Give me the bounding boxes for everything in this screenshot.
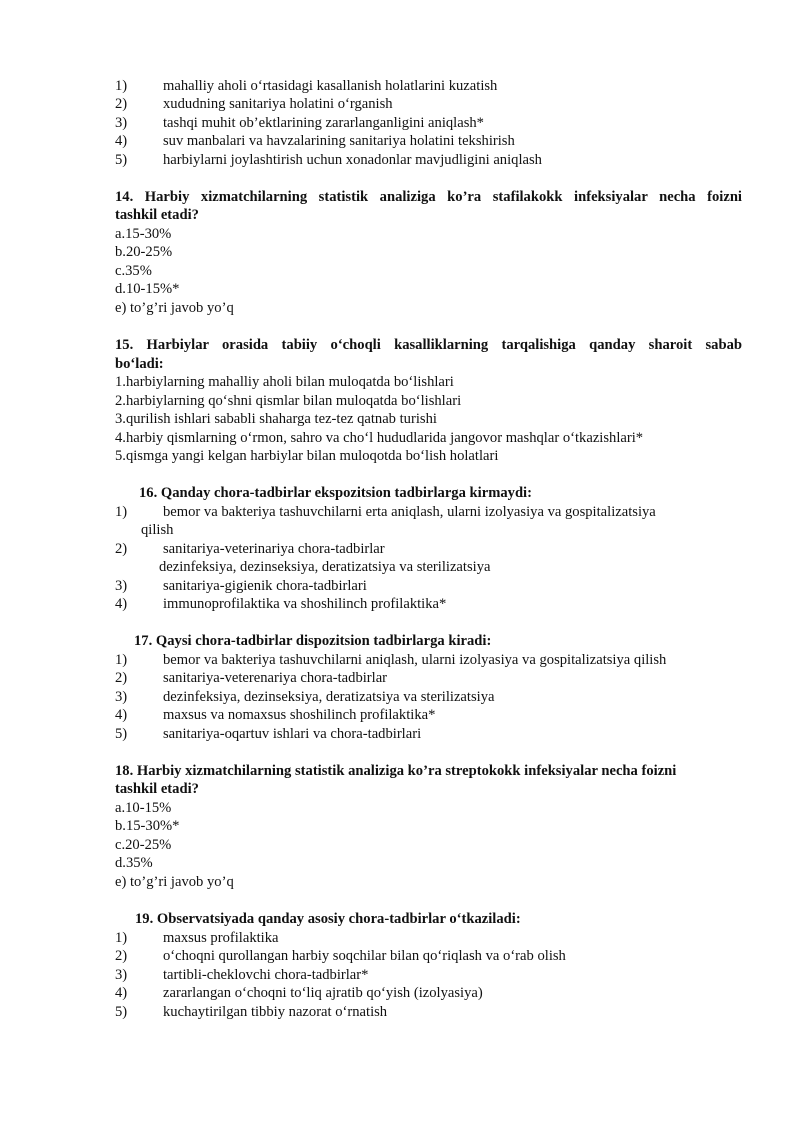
- question-17-title: 17. Qaysi chora-tadbirlar dispozitsion tadbirlarga kiradi:: [134, 633, 492, 649]
- answer-option: d.10-15%*: [115, 281, 180, 297]
- question-14-title: 14. Harbiy xizmatchilarning statistik analiziga ko’ra stafilakokk infeksiyalar necha foizni: [115, 189, 742, 205]
- question-14-title-cont: tashkil etadi?: [115, 207, 199, 223]
- answer-option: 4.harbiy qismlarning o‘rmon, sahro va cho‘l hududlarida jangovor mashqlar o‘tkazishlari*: [115, 430, 644, 446]
- answer-option: d.35%: [115, 855, 153, 871]
- answer-option: c.20-25%: [115, 837, 172, 853]
- answer-option: e) to’g’ri javob yo’q: [115, 300, 234, 316]
- answer-option: a.10-15%: [115, 800, 172, 816]
- answer-option: b.15-30%*: [115, 818, 180, 834]
- answer-option: b.20-25%: [115, 244, 173, 260]
- list-item-cont: dezinfeksiya, dezinseksiya, deratizatsiya va sterilizatsiya: [159, 559, 491, 575]
- question-19-title: 19. Observatsiyada qanday asosiy chora-tadbirlar o‘tkaziladi:: [135, 911, 521, 927]
- answer-option: 2.harbiylarning qo‘shni qismlar bilan muloqatda bo‘lishlari: [115, 393, 462, 409]
- list-item-cont: qilish: [141, 522, 174, 538]
- question-15-title: 15. Harbiylar orasida tabiiy o‘choqli kasalliklarning tarqalishiga qanday sharoit sabab: [115, 337, 742, 353]
- question-16-title: 16. Qanday chora-tadbirlar ekspozitsion tadbirlarga kirmaydi:: [139, 485, 532, 501]
- answer-option: c.35%: [115, 263, 152, 279]
- question-18-title: 18. Harbiy xizmatchilarning statistik analiziga ko’ra streptokokk infeksiyalar necha foizni: [115, 763, 677, 779]
- answer-option: 5.qismga yangi kelgan harbiylar bilan muloqotda bo‘lish holatlari: [115, 448, 499, 464]
- document-page: 1) mahalliy aholi o‘rtasidagi kasallanish holatlarini kuzatish 2) xududning sanitariya holatini o‘rganish 3) tashqi muhit ob’ektlarining zararlanganligini aniqlash* 4) suv manbalari va havzalarining sanitariya holatini tekshirish 5) harbiylarni joylashtirish uchun xonadonlar mavjudligini aniqlash 14. Harbiy xizmatchilarning statistik analiziga ko’ra stafilakokk infeksiyalar necha foizni tashkil etadi? a.15-30% b.20-25% c.35% d.10-15%* e) to’g’ri javob yo’q 15. Harbiylar orasida tabiiy o‘choqli kasalliklarning tarqalishiga qanday sharoit sabab bo‘ladi: 1.harbiylarning mahalliy aholi bilan muloqatda bo‘lishlari 2.harbiylarning qo‘shni qismlar bilan muloqatda bo‘lishlari 3.qurilish ishlari sababli shaharga tez-tez qatnab turishi 4.harbiy qismlarning o‘rmon, sahro va cho‘l hududlarida jangovor mashqlar o‘tkazishlari* 5.qismga yangi kelgan harbiylar bilan muloqotda bo‘lish holatlari 16. Qanday chora-tadbirlar ekspozitsion tadbirlarga kirmaydi: 1) bemor va bakteriya tashuvchilarni erta aniqlash, ularni izolyasiya va gospitalizatsiya qilish 2) sanitariya-veterinariya chora-tadbirlar dezinfeksiya, dezinseksiya, deratizatsiya va sterilizatsiya 3) sanitariya-gigienik chora-tadbirlari 4) immunoprofilaktika va shoshilinch profilaktika* 17. Qaysi chora-tadbirlar dispozitsion tadbirlarga kiradi: 1) bemor va bakteriya tashuvchilarni aniqlash, ularni izolyasiya va gospitalizatsiya qilish 2) sanitariya-veterenariya chora-tadbirlar 3) dezinfeksiya, dezinseksiya, deratizatsiya va sterilizatsiya 4) maxsus va nomaxsus shoshilinch profilaktika* 5) sanitariya-oqartuv ishlari va chora-tadbirlari 18. Harbiy xizmatchilarning statistik analiziga ko’ra streptokokk infeksiyalar necha foizni tashkil etadi? a.10-15% b.15-30%* c.20-25% d.35% e) to’g’ri javob yo’q 19. Observatsiyada qanday asosiy chora-tadbirlar o‘tkaziladi: 1) maxsus profilaktika 2) o‘choqni qurollangan harbiy soqchilar bilan qo‘riqlash va o‘rab olish 3) tartibli-cheklovchi chora-tadbirlar* 4) zararlangan o‘choqni to‘liq ajratib qo‘yish (izolyasiya) 5) kuchaytirilgan tibbiy nazorat o‘rnatish: [115, 78, 742, 1020]
- question-15-title-cont: bo‘ladi:: [115, 356, 164, 372]
- answer-option: 3.qurilish ishlari sababli shaharga tez-tez qatnab turishi: [115, 411, 437, 427]
- answer-option: a.15-30%: [115, 226, 172, 242]
- answer-option: e) to’g’ri javob yo’q: [115, 874, 234, 890]
- answer-option: 1.harbiylarning mahalliy aholi bilan muloqatda bo‘lishlari: [115, 374, 454, 390]
- question-18-title-cont: tashkil etadi?: [115, 781, 199, 797]
